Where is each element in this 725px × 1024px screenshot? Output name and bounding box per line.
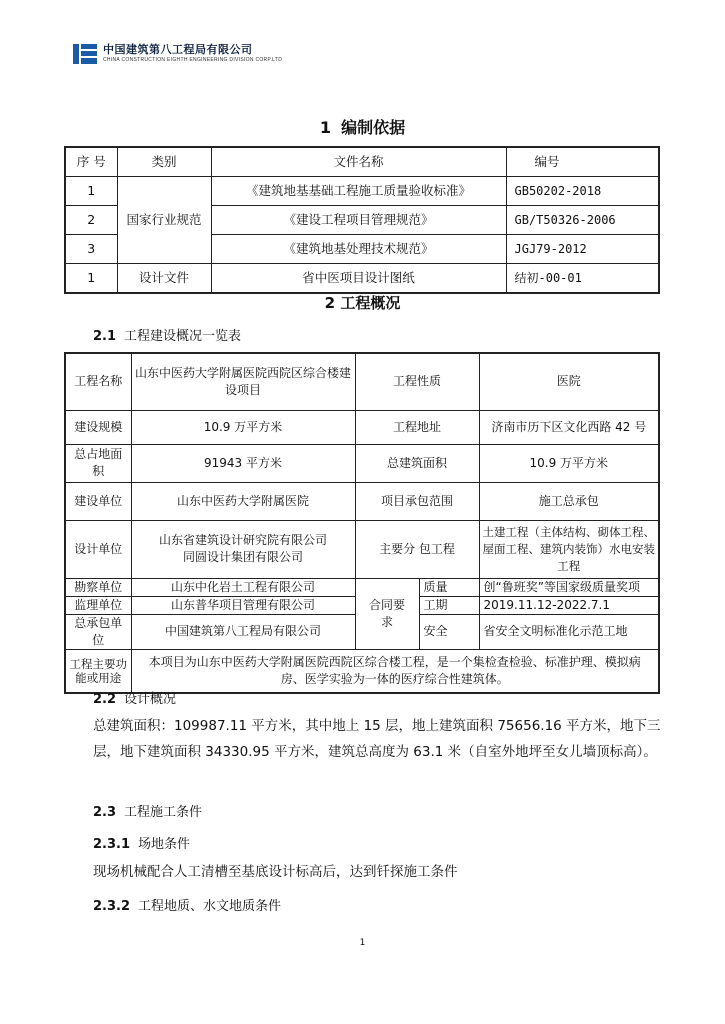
- company-header: [73, 40, 282, 68]
- table-row: 2 《建设工程项目管理规范》 GB/T50326-2006: [65, 206, 659, 235]
- overview-table: 工程名称 山东中医药大学附属医院西院区综合楼建设项目 工程性质 医院 建设规模 10.9 万平方米 工程地址 济南市历下区文化西路 42 号 总占地面积 91943 平方米 总建筑面积 10.9 万平方米 建设单位 山东中医药大学附属医院 项目承包范围 施工总承包 设计单位 山东省建筑设计研究院有限公司 同圆设计集团有限公司 主要分 包工程 土建工程（主体结构、砌体工程、屋面工程、建筑内装饰）水电安装工程 勘察单位 山东中化岩土工程有限公司 合同要求 质量 创“鲁班奖”等国家级质量奖项 监理单位 山东普华项目管理有限公司 工期 2019.11.12-2022.7.1 总承包单位 中国建筑第八工程局有限公司 安全 省安全文明标准化示范工地 工程主要功能或用途 本项目为山东中医药大学附属医院西院区综合楼工程，是一个集检查检验、标准护理、模拟病房、医学实验为一体的医疗综合性建筑体。: [64, 352, 660, 694]
- section-1-heading: 1 编制依据: [319, 118, 406, 137]
- table-row: 1 国家行业规范 《建筑地基基础工程施工质量验收标准》 GB50202-2018: [65, 177, 659, 206]
- page-number: 1: [359, 938, 366, 948]
- company-name-cn: 中国建筑第八工程局有限公司: [103, 43, 253, 56]
- subsection-2-3: 2.3 工程施工条件: [93, 805, 203, 820]
- site-text: 现场机械配合人工清槽至基底设计标高后，达到钎探施工条件: [93, 864, 458, 880]
- table-row: 3 《建筑地基处理技术规范》 JGJ79-2012: [65, 235, 659, 264]
- table-header-row: 序 号 类别 文件名称 编号: [65, 147, 659, 177]
- basis-table: [64, 146, 660, 294]
- company-name-en: CHINA CONSTRUCTION EIGHTH ENGINEERING DIVISION CORP.LTD: [103, 57, 283, 63]
- company-logo-icon: [73, 42, 97, 66]
- category-national: 国家行业规范: [117, 177, 211, 264]
- subsection-2-3-2: 2.3.2 工程地质、水文地质条件: [93, 899, 282, 914]
- subsection-2-3-1: 2.3.1 场地条件: [93, 837, 191, 852]
- subsection-2-2: 2.2 设计概况: [93, 692, 177, 707]
- design-text: 总建筑面积：109987.11 平方米，其中地上 15 层，地上建筑面积 75656.16 平方米，地下三层，地下建筑面积 34330.95 平方米，建筑总高度为 63.1 米（自室外地坪至女儿墙顶标高）。: [93, 718, 661, 760]
- section-2-heading: 2 工程概况: [324, 294, 401, 312]
- category-design: 设计文件: [117, 264, 211, 294]
- subsection-2-1: 2.1 工程建设概况一览表: [93, 329, 242, 344]
- table-row: 1 设计文件 省中医项目设计图纸 结初-00-01: [65, 264, 659, 294]
